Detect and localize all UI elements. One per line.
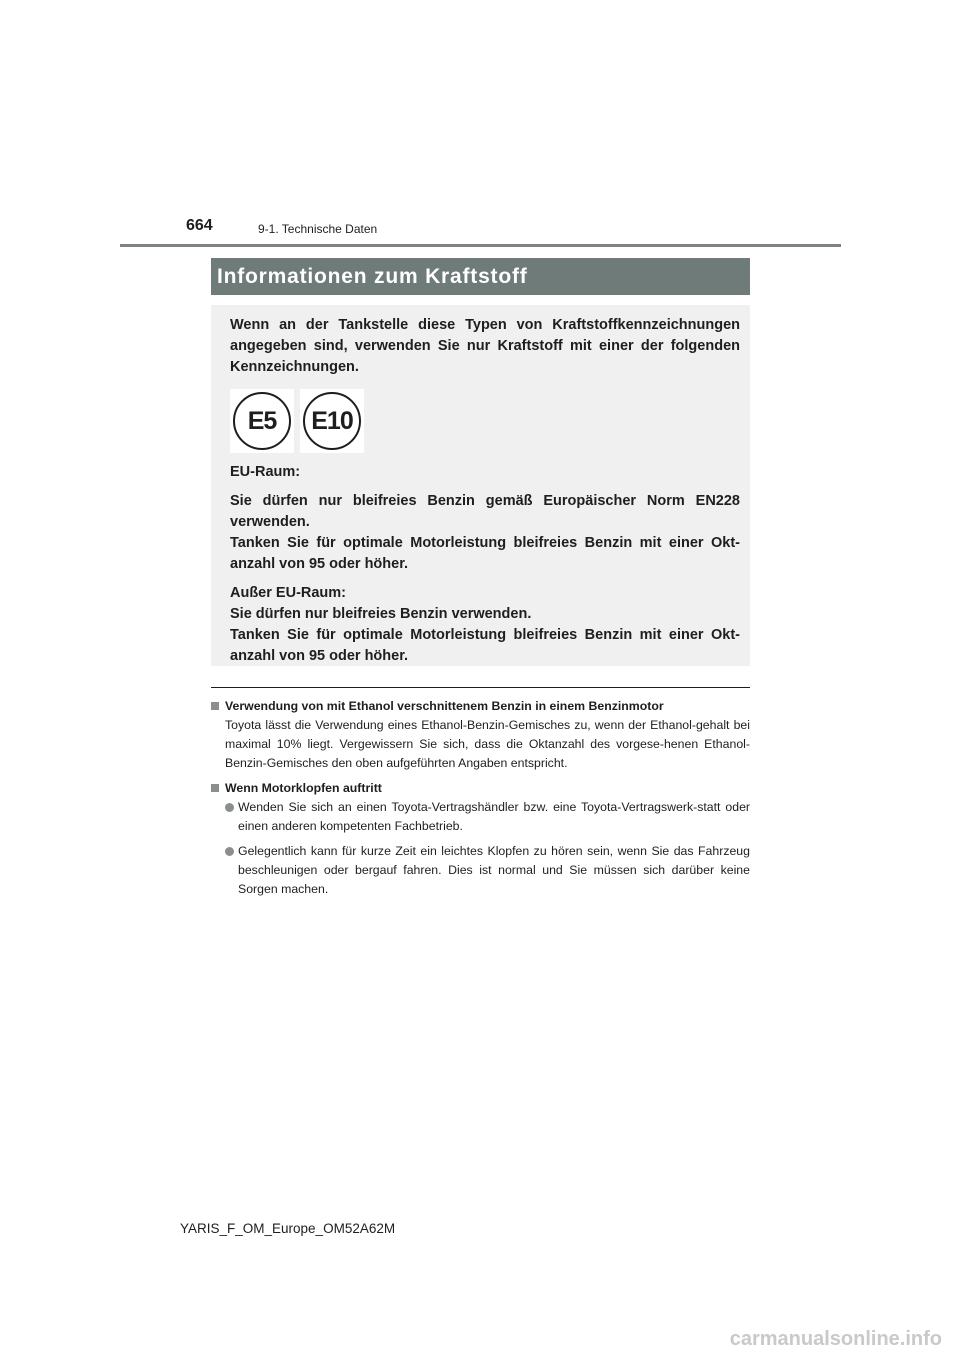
non-eu-heading: Außer EU-Raum: [230,585,347,601]
notes-divider [211,687,750,688]
fuel-badges [230,389,740,453]
knock-heading-text: Wenn Motorklopfen auftritt [225,781,382,795]
notes-section [211,697,750,905]
ethanol-note-heading [211,697,750,716]
eu-line-1: Sie dürfen nur bleifreies Benzin gemäß Europäischer Norm EN228 verwenden. [230,493,740,530]
knock-bullet-2 [225,842,750,899]
knock-bullet-text: Wenden Sie sich an einen Toyota-Vertragshändler bzw. eine Toyota-Vertragswerk-statt oder einen anderen kompetenten Fachbetrieb. [238,800,750,833]
round-bullet-icon [225,803,234,812]
e10-fuel-badge [300,389,364,453]
eu-line-2: Tanken Sie für optimale Motorleistung bleifreies Benzin mit einer Okt-anzahl von 95 oder höher. [230,535,740,572]
section-label: 9-1. Technische Daten [258,222,378,236]
ethanol-heading-text: Verwendung von mit Ethanol verschnittenem Benzin in einem Benzinmotor [225,699,664,713]
non-eu-line-1: Sie dürfen nur bleifreies Benzin verwenden. [230,606,532,622]
eu-heading: EU-Raum: [230,464,301,480]
e10-badge-label: E10 [303,392,361,450]
e5-fuel-badge [230,389,294,453]
fuel-intro-text: Wenn an der Tankstelle diese Typen von Kraftstoffkennzeichnungen angegeben sind, verwenden Sie nur Kraftstoff mit einer der folgenden Kennzeichnungen. [230,317,740,375]
non-eu-line-2: Tanken Sie für optimale Motorleistung bleifreies Benzin mit einer Okt-anzahl von 95 oder höher. [230,627,740,664]
header-rule [120,244,841,247]
knock-bullet-text: Gelegentlich kann für kurze Zeit ein leichtes Klopfen zu hören sein, wenn Sie das Fahrzeug beschleunigen oder bergauf fahren. Dies ist normal und Sie müssen sich darüber keine Sorgen machen. [238,844,750,896]
e5-badge-label: E5 [233,392,291,450]
section-title: Informationen zum Kraftstoff [211,258,750,295]
knock-bullet-1 [225,798,750,836]
square-bullet-icon [211,702,219,710]
knock-note-heading [211,779,750,798]
watermark: carmanualsonline.info [729,1328,942,1350]
fuel-info-box [211,305,750,666]
ethanol-note-body: Toyota lässt die Verwendung eines Ethanol-Benzin-Gemisches zu, wenn der Ethanol-gehalt bei maximal 10% liegt. Vergewissern Sie sich, dass die Oktanzahl des vorgese-henen Ethanol-Benzin-Gemisches den oben aufgeführten Angaben entspricht. [225,718,750,770]
page-number: 664 [186,217,213,234]
round-bullet-icon [225,847,234,856]
square-bullet-icon [211,784,219,792]
document-footer: YARIS_F_OM_Europe_OM52A62M [180,1221,396,1236]
